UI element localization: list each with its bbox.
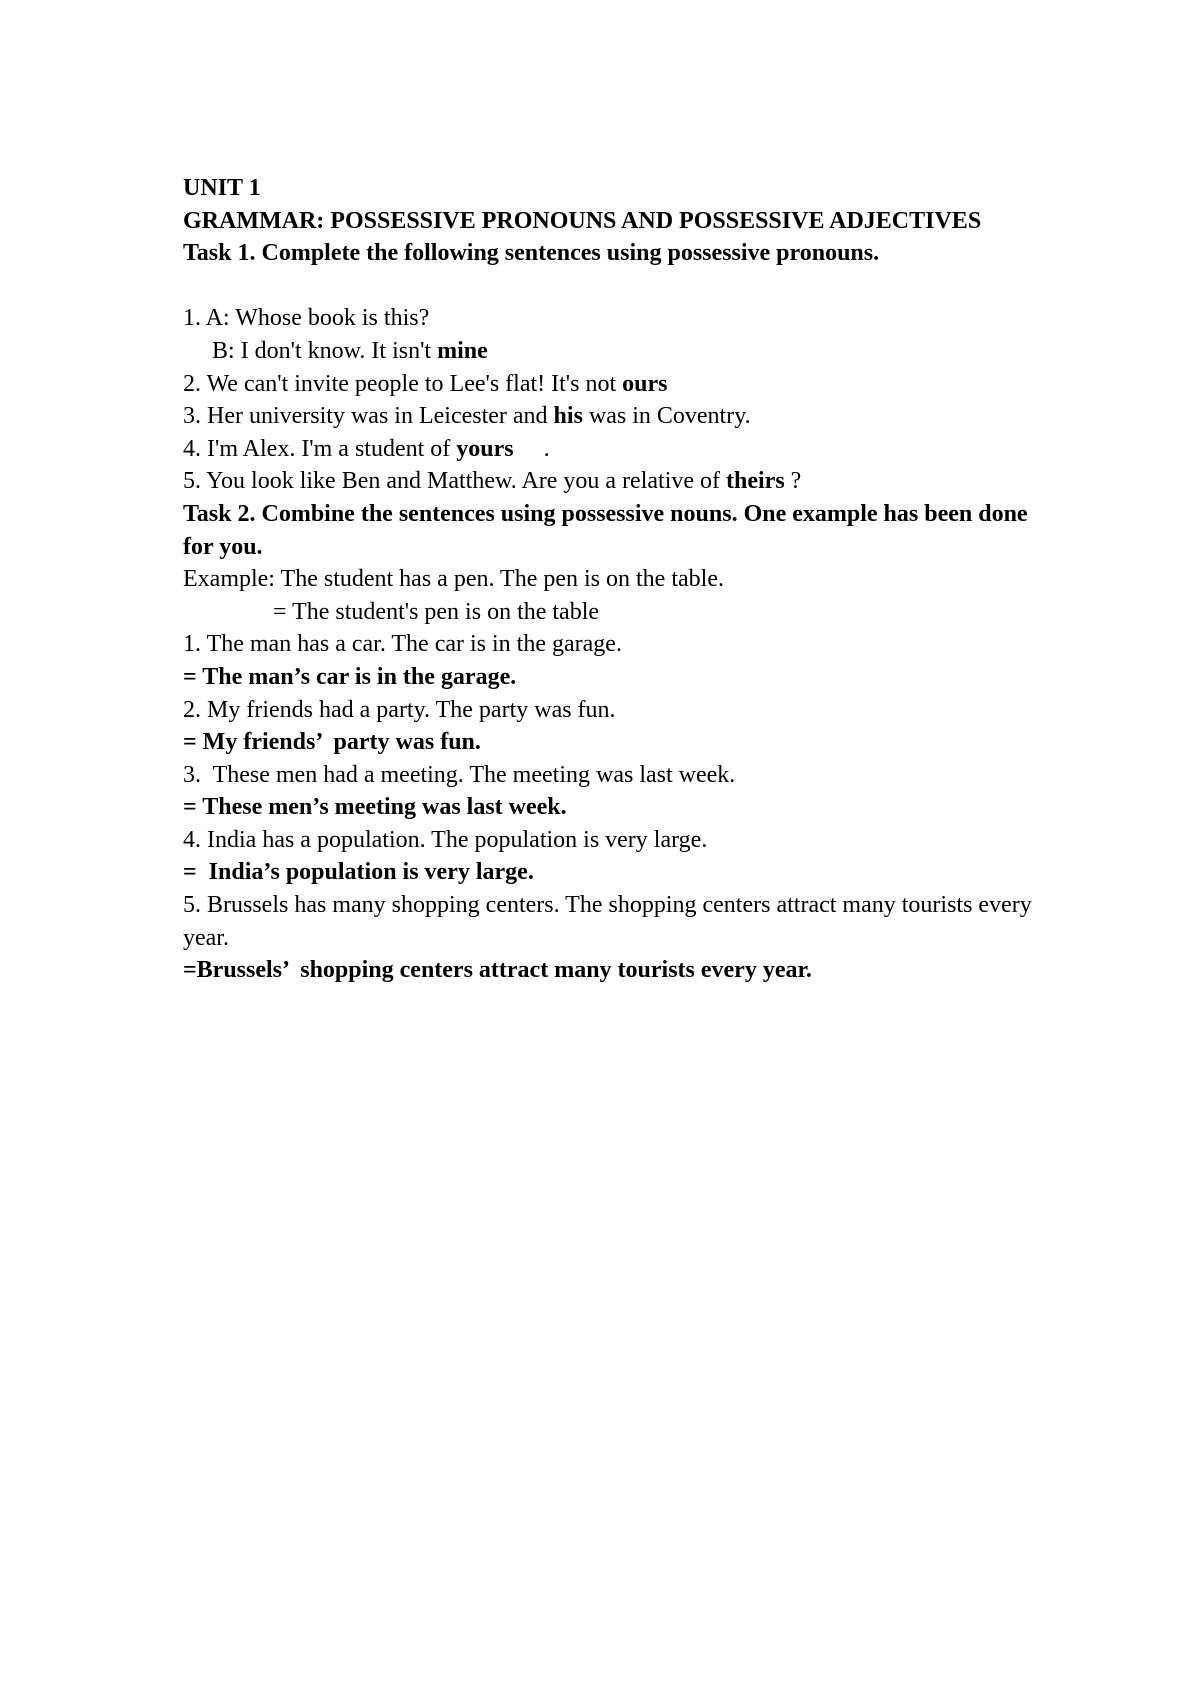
unit-title: UNIT 1 (183, 175, 261, 201)
task1-item-4-text: 4. I'm Alex. I'm a student of (183, 435, 457, 462)
task1-item-3-answer: his (553, 403, 583, 430)
task1-item-3 (183, 400, 1043, 433)
task1-item-3-post: was in Coventry. (582, 403, 751, 430)
task2-item-1-answer: = The man’s car is in the garage. (183, 663, 517, 690)
task2-example-answer: = The student's pen is on the table (273, 598, 600, 625)
grammar-title: GRAMMAR: POSSESSIVE PRONOUNS AND POSSESSIVE ADJECTIVES (183, 207, 982, 234)
task2-item-3-answer: = These men’s meeting was last week. (183, 794, 567, 821)
task1-item-1-text: 1. A: Whose book is this? (183, 305, 430, 332)
spacer (183, 270, 1043, 303)
task1-item-5-text: 5. You look like Ben and Matthew. Are you a relative of (183, 468, 727, 495)
task1-item-4-answer: yours (456, 435, 514, 462)
task1-heading: Task 1. Complete the following sentences using possessive pronouns. (183, 240, 880, 267)
task1-item-4 (183, 433, 1043, 466)
worksheet-content (183, 172, 1043, 987)
task2-item-2-question: 2. My friends had a party. The party was fun. (183, 696, 616, 723)
task1-item-5-answer: theirs (726, 468, 785, 495)
task1-item-1 (183, 302, 1043, 335)
task2-item-2-answer: = My friends’ party was fun. (183, 729, 481, 756)
task1-item-2 (183, 368, 1043, 401)
task1-item-3-text: 3. Her university was in Leicester and (183, 403, 554, 430)
task2-item-1-question: 1. The man has a car. The car is in the garage. (183, 631, 622, 658)
task2-example: Example: The student has a pen. The pen is on the table. (183, 566, 724, 593)
task1-item-2-text: 2. We can't invite people to Lee's flat! It's not (183, 370, 623, 397)
task2-item-5-question: 5. Brussels has many shopping centers. The shopping centers attract many tourists every year. (183, 892, 1032, 951)
task1-item-1b-text: B: I don't know. It isn't (212, 337, 438, 364)
task1-item-5-post: ? (784, 468, 802, 495)
task2-item-3-question: 3. These men had a meeting. The meeting was last week. (183, 761, 736, 788)
task2-heading: Task 2. Combine the sentences using possessive nouns. One example has been done for you. (183, 500, 1028, 560)
task1-item-5 (183, 465, 1043, 498)
task1-item-4-post: . (513, 435, 550, 462)
task1-item-1b-answer: mine (437, 337, 488, 364)
task2-item-4-answer: = India’s population is very large. (183, 859, 534, 886)
task2-item-4-question: 4. India has a population. The population is very large. (183, 826, 708, 853)
task1-item-1b (183, 335, 1043, 368)
task2-item-5-answer: =Brussels’ shopping centers attract many tourists every year. (183, 957, 812, 984)
task1-item-2-answer: ours (622, 370, 668, 397)
